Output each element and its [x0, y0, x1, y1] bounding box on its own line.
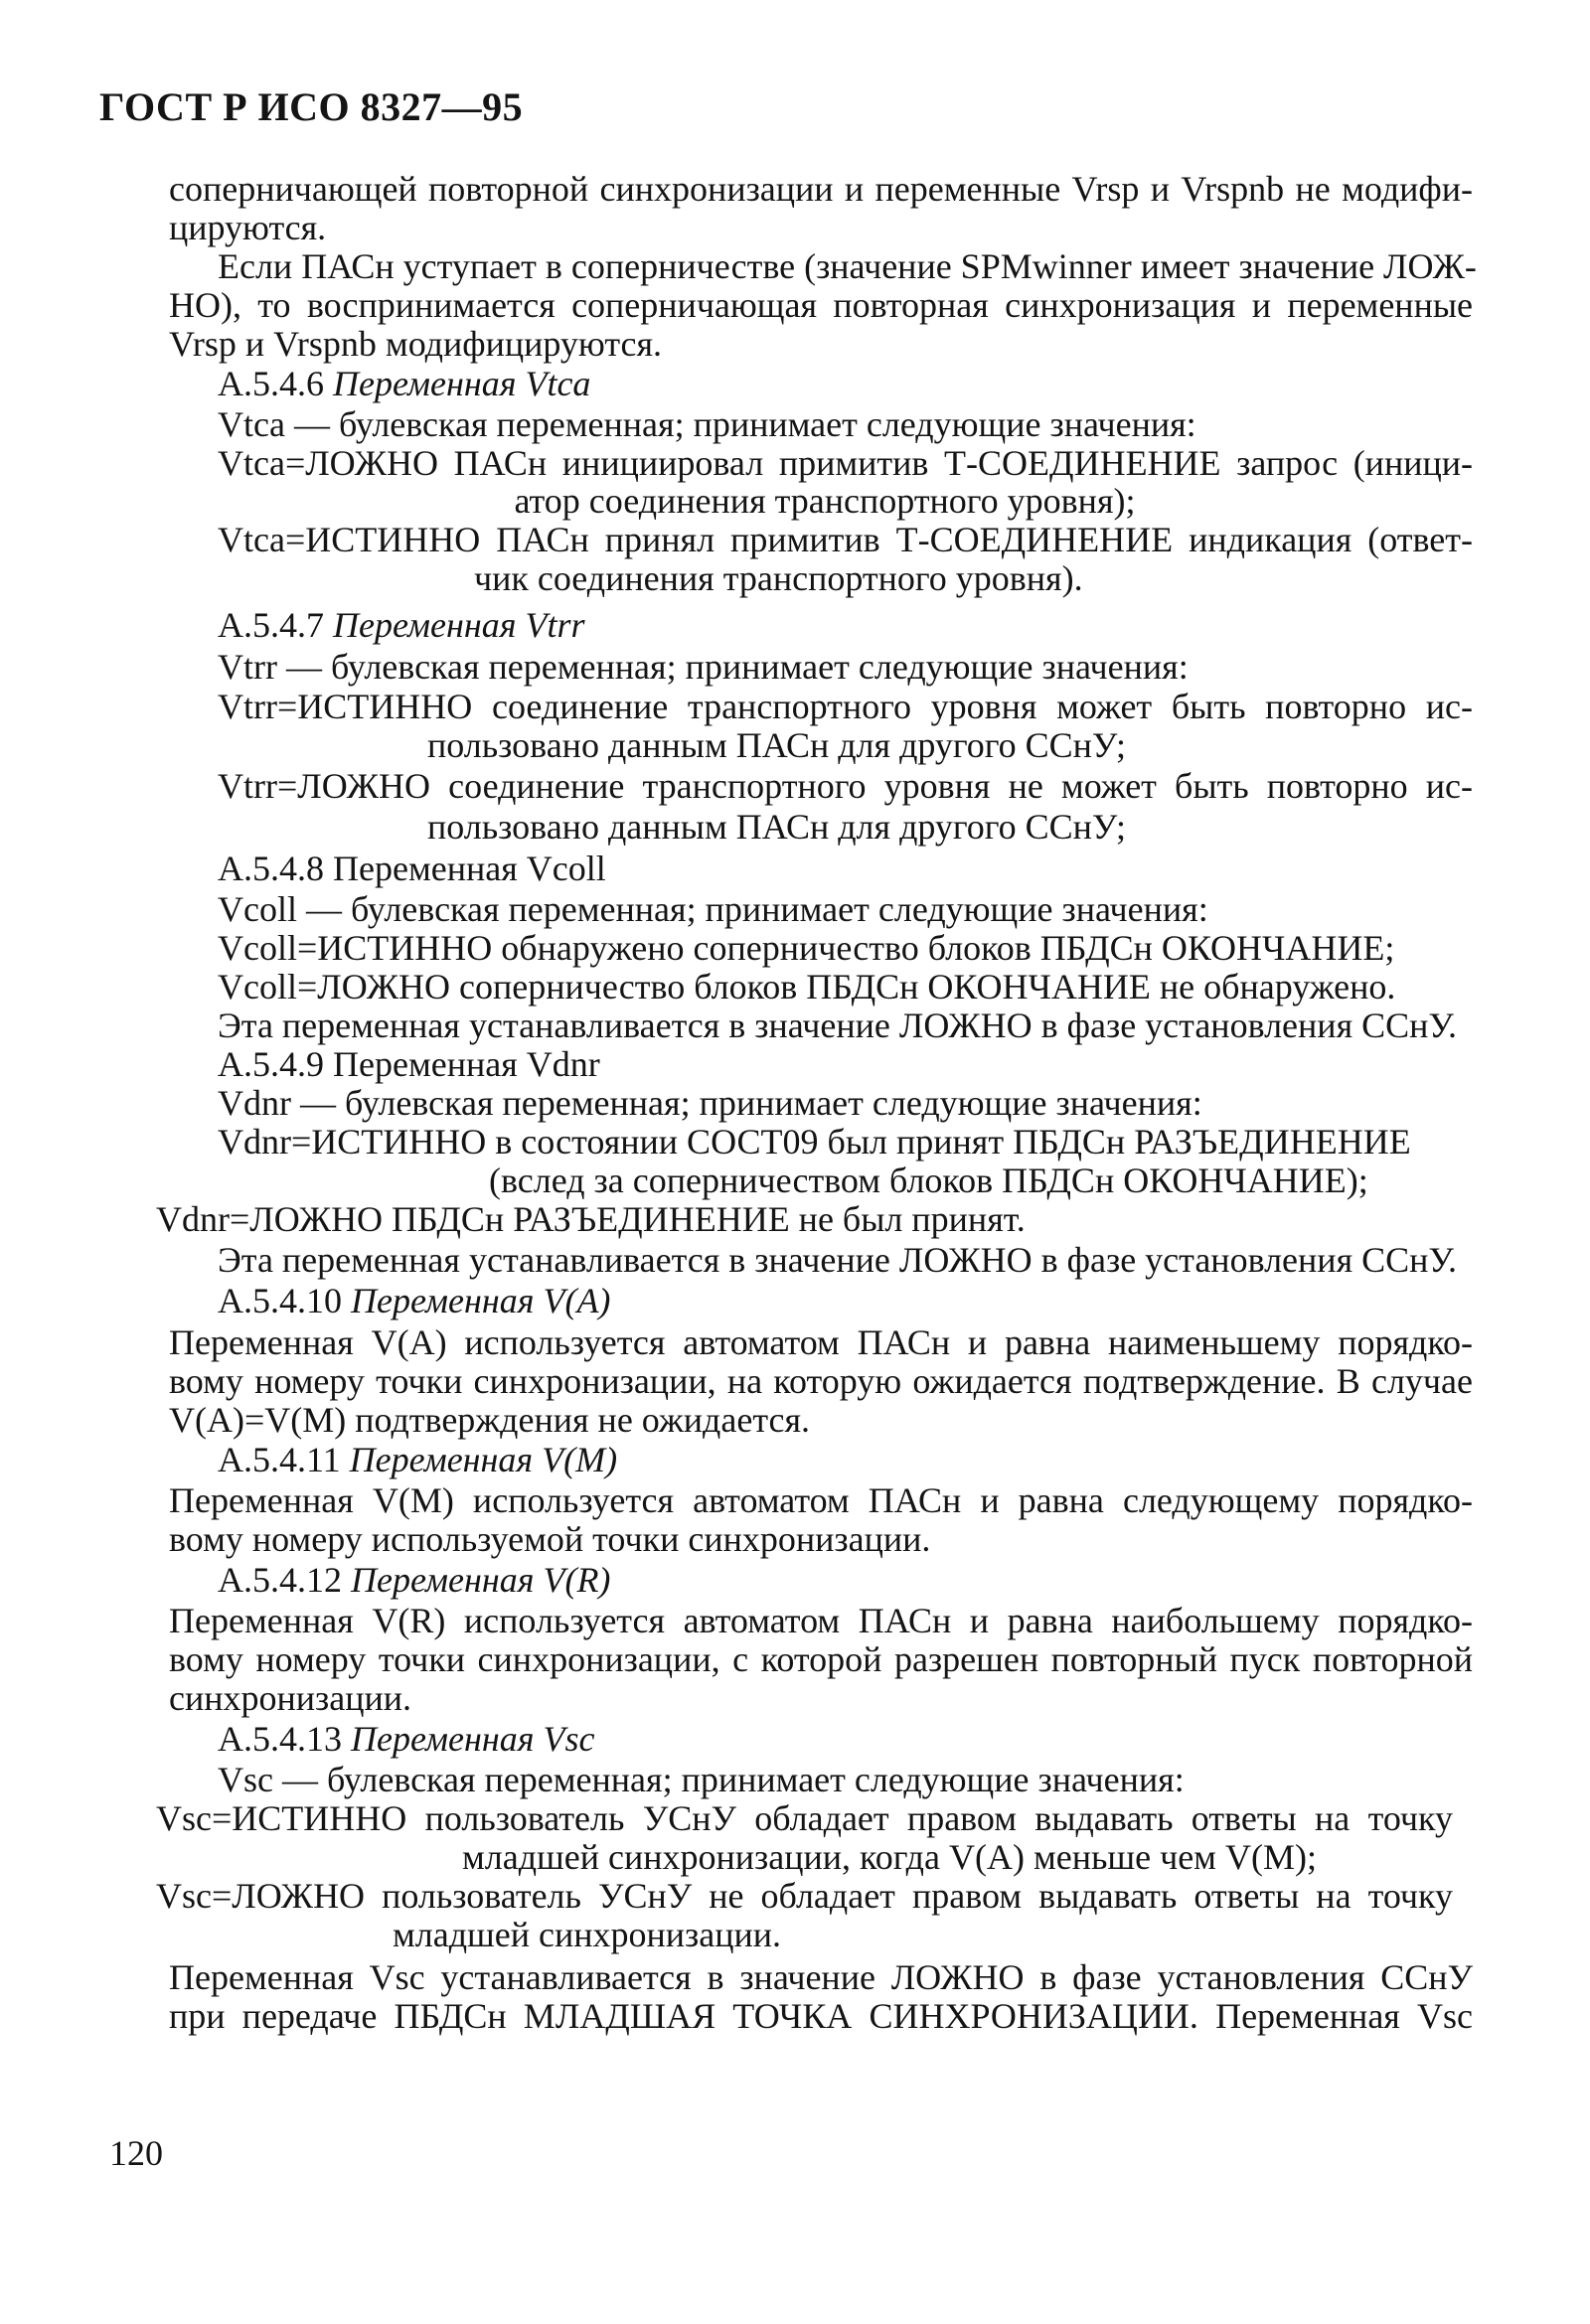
definition-line: Vtrr=ЛОЖНО соединение транспортного уровня не может быть повторно ис-: [218, 766, 1473, 806]
text-line: цируются.: [169, 208, 327, 247]
text-line: Vrsp и Vrspnb модифицируются.: [169, 324, 663, 364]
section-heading: [218, 605, 584, 645]
section-heading: А.5.4.8 Переменная Vcoll: [218, 849, 606, 888]
section-heading: [218, 1560, 610, 1600]
definition-continuation: пользовано данным ПАСн для другого ССнУ;: [427, 807, 1127, 847]
section-number: А.5.4.10: [218, 1281, 342, 1320]
section-number: А.5.4.7: [218, 605, 324, 645]
section-number: А.5.4.12: [218, 1560, 342, 1600]
definition-continuation: младшей синхронизации, когда V(A) меньше чем V(M);: [462, 1837, 1317, 1877]
definition-line: Vcoll=ИСТИННО обнаружено соперничество блоков ПБДСн ОКОНЧАНИЕ;: [218, 928, 1395, 968]
definition-continuation: атор соединения транспортного уровня);: [514, 481, 1136, 521]
text-line: соперничающей повторной синхронизации и переменные Vrsp и Vrspnb не модифи-: [169, 169, 1473, 209]
definition-line: Vtrr=ИСТИННО соединение транспортного уровня может быть повторно ис-: [218, 687, 1473, 726]
text-line: Vdnr — булевская переменная; принимает следующие значения:: [218, 1083, 1202, 1123]
definition-continuation: чик соединения транспортного уровня).: [474, 558, 1083, 598]
text-line: Эта переменная устанавливается в значение ЛОЖНО в фазе установления ССнУ.: [218, 1240, 1458, 1280]
text-line: Переменная V(A) используется автоматом ПАСн и равна наименьшему порядко-: [169, 1322, 1473, 1362]
document-header: ГОСТ Р ИСО 8327—95: [99, 84, 524, 129]
page-number: 120: [109, 2133, 163, 2173]
definition-continuation: младшей синхронизации.: [393, 1915, 782, 1954]
text-line: Эта переменная устанавливается в значение ЛОЖНО в фазе установления ССнУ.: [218, 1006, 1458, 1045]
section-heading: [218, 1281, 610, 1320]
definition-line: Vtca=ИСТИННО ПАСн принял примитив Т-СОЕДИНЕНИЕ индикация (ответ-: [218, 520, 1473, 559]
text-line: Vtrr — булевская переменная; принимает следующие значения:: [218, 647, 1189, 687]
text-line: Переменная V(M) используется автоматом ПАСн и равна следующему порядко-: [169, 1480, 1473, 1520]
section-title: Переменная Vtrr: [333, 605, 585, 645]
section-heading: [218, 1440, 617, 1479]
section-number: А.5.4.6: [218, 364, 324, 403]
text-line: Если ПАСн уступает в соперничестве (значение SPMwinner имеет значение ЛОЖ-: [218, 246, 1477, 286]
definition-continuation: пользовано данным ПАСн для другого ССнУ;: [427, 725, 1127, 765]
text-line: Vcoll — булевская переменная; принимает следующие значения:: [218, 889, 1208, 929]
section-number: А.5.4.11: [218, 1440, 341, 1479]
definition-line: Vtca=ЛОЖНО ПАСн инициировал примитив Т-СОЕДИНЕНИЕ запрос (иници-: [218, 443, 1473, 483]
text-line: синхронизации.: [169, 1678, 412, 1718]
definition-line: Vdnr=ИСТИННО в состоянии СОСТ09 был принят ПБДСн РАЗЪЕДИНЕНИЕ: [218, 1122, 1411, 1162]
text-line: Переменная Vsc устанавливается в значение ЛОЖНО в фазе установления ССнУ: [169, 1957, 1473, 1997]
section-number: А.5.4.13: [218, 1719, 342, 1759]
section-title: Переменная Vtca: [333, 364, 591, 403]
section-title: Переменная V(A): [351, 1281, 611, 1320]
text-line: вому номеру точки синхронизации, с которой разрешен повторный пуск повторной: [169, 1639, 1473, 1679]
section-heading: [218, 364, 590, 403]
section-title: Переменная V(M): [349, 1440, 618, 1479]
definition-line: Vsc=ЛОЖНО пользователь УСнУ не обладает правом выдавать ответы на точку: [156, 1876, 1453, 1916]
definition-line: Vsc=ИСТИННО пользователь УСнУ обладает правом выдавать ответы на точку: [156, 1798, 1453, 1838]
text-line: вому номеру используемой точки синхронизации.: [169, 1519, 931, 1559]
definition-line: Vdnr=ЛОЖНО ПБДСн РАЗЪЕДИНЕНИЕ не был принят.: [156, 1199, 1026, 1239]
section-title: Переменная Vsc: [351, 1719, 595, 1759]
section-heading: А.5.4.9 Переменная Vdnr: [218, 1044, 600, 1084]
text-line: вому номеру точки синхронизации, на которую ожидается подтверждение. В случае: [169, 1361, 1473, 1401]
section-heading: [218, 1719, 594, 1759]
text-line: НО), то воспринимается соперничающая повторная синхронизация и переменные: [169, 285, 1473, 325]
text-line: Переменная V(R) используется автоматом ПАСн и равна наибольшему порядко-: [169, 1601, 1473, 1640]
text-line: Vtca — булевская переменная; принимает следующие значения:: [218, 404, 1196, 444]
text-line: Vsc — булевская переменная; принимает следующие значения:: [218, 1760, 1185, 1799]
definition-continuation: (вслед за соперничеством блоков ПБДСн ОКОНЧАНИЕ);: [489, 1161, 1368, 1200]
section-title: Переменная V(R): [351, 1560, 611, 1600]
text-line: при передаче ПБДСн МЛАДШАЯ ТОЧКА СИНХРОНИЗАЦИИ. Переменная Vsc: [169, 1996, 1473, 2036]
definition-line: Vcoll=ЛОЖНО соперничество блоков ПБДСн ОКОНЧАНИЕ не обнаружено.: [218, 967, 1396, 1007]
text-line: V(A)=V(M) подтверждения не ожидается.: [169, 1400, 811, 1440]
